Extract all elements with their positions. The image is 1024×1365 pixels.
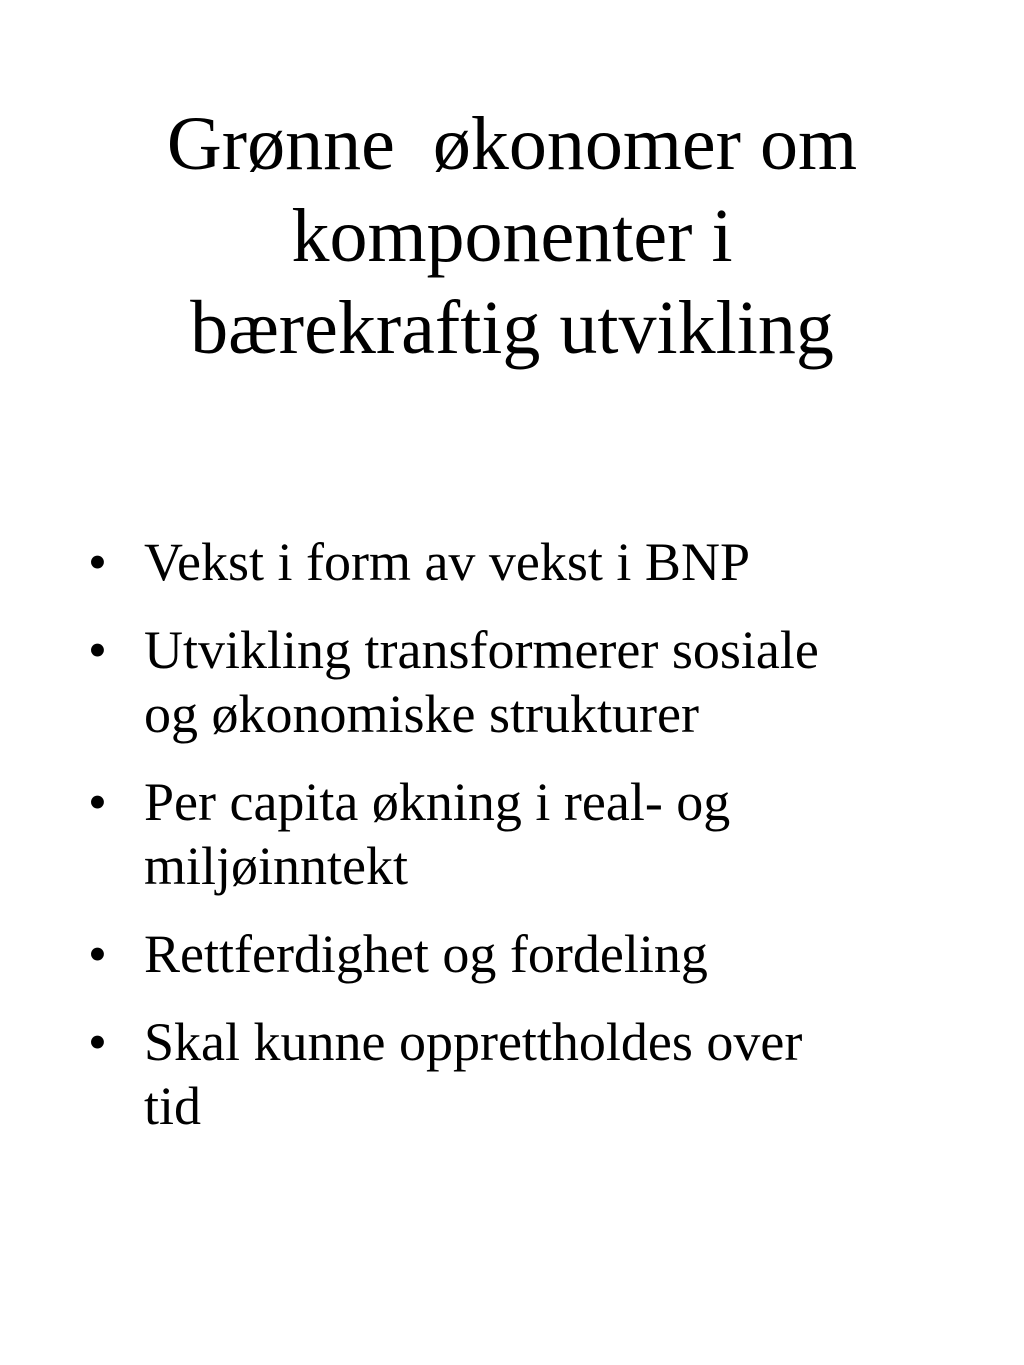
bullet-item [88, 618, 948, 746]
title-line: komponenter i [291, 194, 733, 278]
bullet-item [88, 770, 948, 898]
bullet-line: Per capita økning i real- og [144, 772, 731, 832]
bullet-text [144, 922, 948, 986]
bullet-text [144, 530, 948, 594]
bullet-line: Skal kunne opprettholdes over [144, 1012, 803, 1072]
slide-title [60, 98, 964, 374]
bullet-line: Rettferdighet og fordeling [144, 924, 708, 984]
bullet-icon: • [88, 620, 107, 680]
bullet-line: tid [144, 1076, 202, 1136]
bullet-icon: • [88, 772, 107, 832]
title-line: bærekraftig utvikling [190, 286, 834, 370]
bullet-line: Utvikling transformerer sosiale [144, 620, 819, 680]
bullet-item [88, 1010, 948, 1138]
bullet-icon: • [88, 1012, 107, 1072]
bullet-list [88, 530, 948, 1162]
bullet-line: og økonomiske strukturer [144, 684, 699, 744]
bullet-text [144, 770, 948, 898]
bullet-item [88, 922, 948, 986]
bullet-icon: • [88, 532, 107, 592]
bullet-line: miljøinntekt [144, 836, 408, 896]
bullet-text [144, 618, 948, 746]
title-line: Grønne økonomer om [166, 102, 858, 186]
bullet-text [144, 1010, 948, 1138]
bullet-item [88, 530, 948, 594]
bullet-line: Vekst i form av vekst i BNP [144, 532, 750, 592]
bullet-icon: • [88, 924, 107, 984]
